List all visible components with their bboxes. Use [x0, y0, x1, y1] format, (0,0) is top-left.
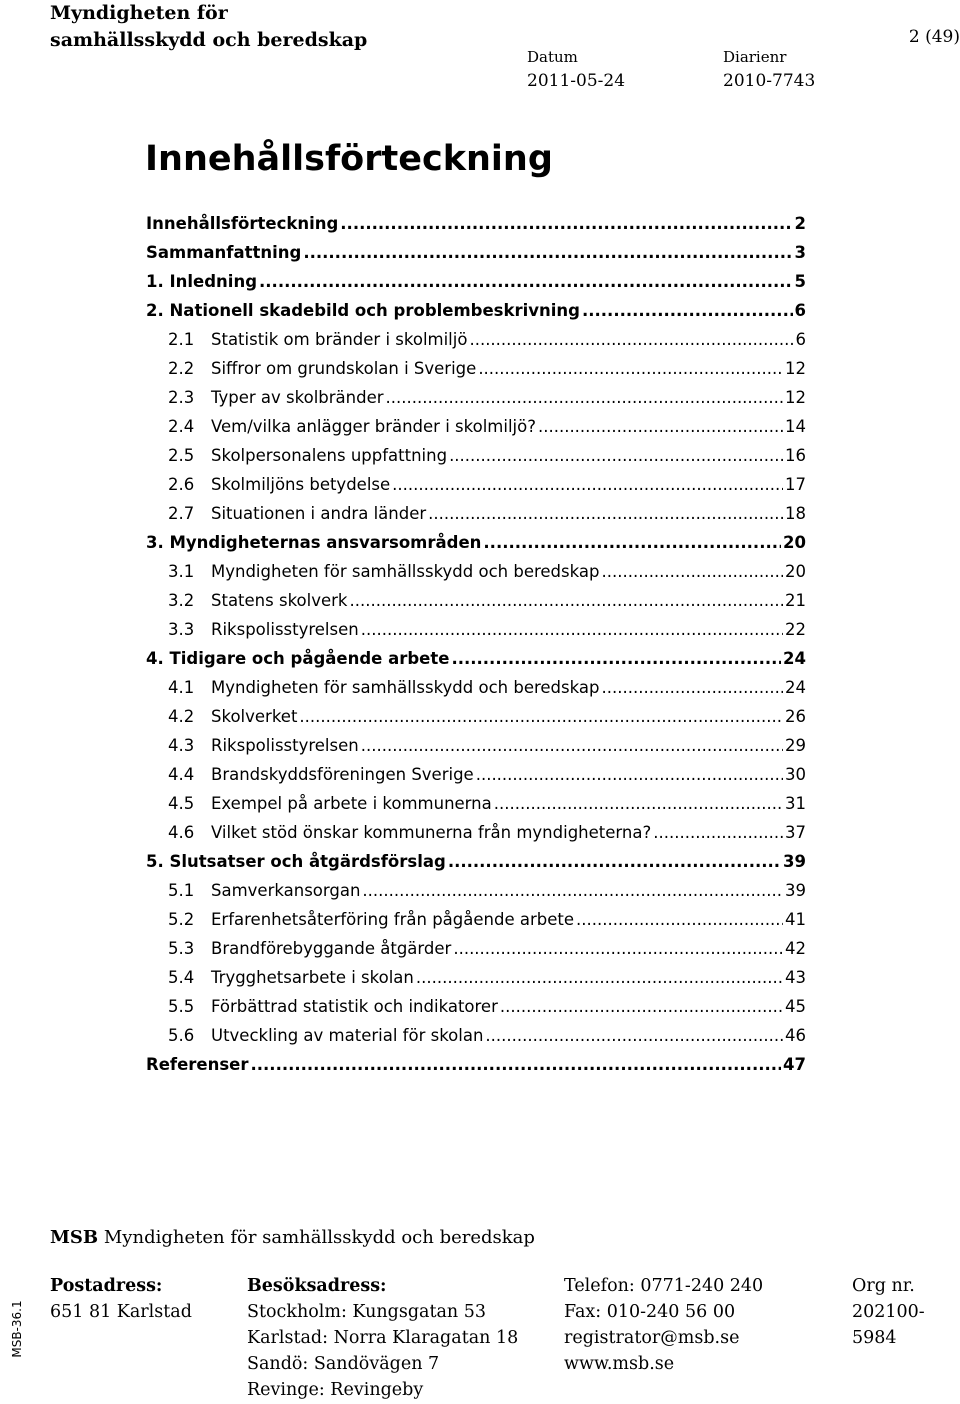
toc-dot-leader	[500, 994, 783, 1020]
toc-dot-leader	[428, 501, 783, 527]
toc-entry-title: Typer av skolbränder	[211, 388, 384, 407]
toc-entry[interactable]	[168, 994, 806, 1020]
toc-entry-title: Referenser	[146, 1055, 249, 1074]
toc-entry[interactable]	[146, 240, 806, 266]
toc-entry[interactable]	[168, 907, 806, 933]
footer-brand-name: Myndigheten för samhällsskydd och beredskap	[103, 1227, 535, 1248]
toc-entry-number: 4.5	[168, 794, 195, 813]
toc-dot-leader	[303, 240, 792, 266]
toc-entry-title: Brandskyddsföreningen Sverige	[211, 765, 474, 784]
toc-entry-page: 47	[783, 1055, 806, 1074]
toc-entry-page: 20	[785, 562, 806, 581]
toc-entry-number: 4.	[146, 649, 164, 668]
toc-entry-title: Rikspolisstyrelsen	[211, 620, 359, 639]
footer-postal-column	[50, 1273, 192, 1325]
toc-entry-title: Myndigheternas ansvarsområden	[169, 533, 482, 552]
toc-entry-number: 3.3	[168, 620, 195, 639]
toc-dot-leader	[251, 1052, 782, 1078]
diarienr-value: 2010-7743	[723, 71, 816, 91]
toc-entry-page: 26	[785, 707, 806, 726]
toc-entry-page: 46	[785, 1026, 806, 1045]
toc-dot-leader	[361, 733, 783, 759]
toc-entry[interactable]	[168, 733, 806, 759]
toc-entry-number: 4.1	[168, 678, 195, 697]
phone-line: Telefon: 0771-240 240	[564, 1276, 764, 1296]
toc-entry-title: Skolmiljöns betydelse	[211, 475, 391, 494]
toc-entry-number: 5.3	[168, 939, 195, 958]
toc-entry[interactable]	[168, 1023, 806, 1049]
toc-entry[interactable]	[168, 588, 806, 614]
toc-entry-number: 2.3	[168, 388, 195, 407]
toc-entry-title: Myndigheten för samhällsskydd och beredskap	[211, 678, 600, 697]
toc-dot-leader	[601, 675, 783, 701]
footer-visit-column	[247, 1273, 518, 1403]
diarienr-label: Diarienr	[723, 48, 787, 66]
toc-dot-leader	[476, 762, 783, 788]
toc-entry-page: 39	[783, 852, 806, 871]
toc-entry-page: 24	[785, 678, 806, 697]
toc-dot-leader	[259, 269, 793, 295]
toc-entry-number: 2.1	[168, 330, 195, 349]
toc-entry-page: 18	[785, 504, 806, 523]
toc-entry[interactable]	[146, 269, 806, 295]
toc-dot-leader	[469, 327, 793, 353]
toc-dot-leader	[653, 820, 783, 846]
date-label: Datum	[527, 48, 578, 66]
toc-entry-page: 24	[783, 649, 806, 668]
visit-line: Karlstad: Norra Klaragatan 18	[247, 1328, 519, 1348]
toc-entry[interactable]	[168, 472, 806, 498]
toc-entry-title: Situationen i andra länder	[211, 504, 427, 523]
toc-entry[interactable]	[168, 820, 806, 846]
toc-entry-title: Vem/vilka anlägger bränder i skolmiljö?	[211, 417, 536, 436]
toc-entry-number: 5.1	[168, 881, 195, 900]
toc-entry[interactable]	[168, 762, 806, 788]
side-code: MSB-36.1	[10, 1300, 24, 1358]
toc-entry-title: Förbättrad statistik och indikatorer	[211, 997, 498, 1016]
toc-entry[interactable]	[168, 501, 806, 527]
website-line: www.msb.se	[564, 1354, 675, 1374]
toc-dot-leader	[362, 878, 783, 904]
visit-line: Revinge: Revingeby	[247, 1380, 424, 1400]
toc-entry-title: Statistik om bränder i skolmiljö	[211, 330, 468, 349]
postal-line: 651 81 Karlstad	[50, 1302, 192, 1322]
toc-dot-leader	[361, 617, 783, 643]
toc-entry[interactable]	[168, 675, 806, 701]
toc-entry[interactable]	[168, 327, 806, 353]
toc-entry-title: Inledning	[169, 272, 258, 291]
toc-entry-page: 39	[785, 881, 806, 900]
org-number-line: 202100-	[852, 1302, 925, 1322]
toc-entry-title: Statens skolverk	[211, 591, 348, 610]
toc-entry-number: 4.2	[168, 707, 195, 726]
toc-entry-number: 2.5	[168, 446, 195, 465]
toc-entry[interactable]	[168, 414, 806, 440]
toc-entry[interactable]	[168, 965, 806, 991]
toc-entry-title: Trygghetsarbete i skolan	[211, 968, 414, 987]
agency-name-line2: samhällsskydd och beredskap	[50, 29, 368, 51]
toc-dot-leader	[416, 965, 783, 991]
toc-entry-number: 1.	[146, 272, 164, 291]
toc-dot-leader	[340, 211, 792, 237]
toc-dot-leader	[485, 1023, 783, 1049]
toc-entry-page: 12	[785, 359, 806, 378]
toc-entry-number: 4.6	[168, 823, 195, 842]
toc-entry-number: 2.4	[168, 417, 195, 436]
org-label: Org nr.	[852, 1276, 915, 1296]
toc-dot-leader	[449, 443, 783, 469]
toc-entry-page: 43	[785, 968, 806, 987]
toc-dot-leader	[386, 385, 783, 411]
toc-entry-title: Sammanfattning	[146, 243, 302, 262]
toc-entry[interactable]	[168, 617, 806, 643]
toc-dot-leader	[392, 472, 783, 498]
toc-entry-number: 5.2	[168, 910, 195, 929]
toc-entry-title: Slutsatser och åtgärdsförslag	[169, 852, 446, 871]
toc-entry-page: 42	[785, 939, 806, 958]
toc-dot-leader	[576, 907, 783, 933]
toc-dot-leader	[349, 588, 783, 614]
visit-line: Sandö: Sandövägen 7	[247, 1354, 440, 1374]
toc-entry[interactable]	[146, 1052, 806, 1078]
toc-entry-title: Erfarenhetsåterföring från pågående arbete	[211, 910, 574, 929]
toc-entry[interactable]	[168, 936, 806, 962]
toc-entry-number: 2.6	[168, 475, 195, 494]
agency-name	[50, 0, 367, 54]
toc-dot-leader	[448, 849, 781, 875]
toc-entry[interactable]	[146, 849, 806, 875]
date-value: 2011-05-24	[527, 71, 626, 91]
toc-entry-number: 5.4	[168, 968, 195, 987]
toc-entry-number: 2.7	[168, 504, 195, 523]
toc-dot-leader	[453, 936, 783, 962]
page-title: Innehållsförteckning	[145, 139, 553, 179]
toc-entry-number: 5.5	[168, 997, 195, 1016]
visit-line: Stockholm: Kungsgatan 53	[247, 1302, 487, 1322]
toc-entry-page: 12	[785, 388, 806, 407]
toc-dot-leader	[538, 414, 783, 440]
toc-entry-number: 3.2	[168, 591, 195, 610]
toc-entry[interactable]	[168, 704, 806, 730]
toc-entry[interactable]	[168, 559, 806, 585]
toc-entry-title: Samverkansorgan	[211, 881, 361, 900]
footer-brand-abbr: MSB	[50, 1227, 99, 1248]
toc-entry-page: 14	[785, 417, 806, 436]
toc-entry-title: Rikspolisstyrelsen	[211, 736, 359, 755]
toc-entry-title: Utveckling av material för skolan	[211, 1026, 484, 1045]
toc-entry-title: Skolpersonalens uppfattning	[211, 446, 448, 465]
toc-entry-number: 2.	[146, 301, 164, 320]
toc-entry-page: 41	[785, 910, 806, 929]
toc-entry[interactable]	[146, 298, 806, 324]
email-line: registrator@msb.se	[564, 1328, 740, 1348]
toc-entry-number: 2.2	[168, 359, 195, 378]
toc-entry-page: 6	[795, 330, 806, 349]
toc-entry-page: 29	[785, 736, 806, 755]
toc-entry-title: Myndigheten för samhällsskydd och beredskap	[211, 562, 600, 581]
toc-entry-number: 5.	[146, 852, 164, 871]
toc-entry-number: 5.6	[168, 1026, 195, 1045]
toc-entry-page: 30	[785, 765, 806, 784]
postal-label: Postadress:	[50, 1276, 163, 1296]
toc-entry-title: Vilket stöd önskar kommunerna från myndigheterna?	[211, 823, 652, 842]
org-number-line: 5984	[852, 1328, 897, 1348]
toc-entry-page: 2	[794, 214, 806, 233]
footer-brand	[50, 1226, 535, 1250]
footer-contact-column	[564, 1273, 763, 1377]
toc-entry-title: Exempel på arbete i kommunerna	[211, 794, 492, 813]
toc-dot-leader	[494, 791, 783, 817]
toc-entry-page: 22	[785, 620, 806, 639]
toc-entry-page: 21	[785, 591, 806, 610]
toc-entry[interactable]	[168, 443, 806, 469]
toc-entry-page: 20	[783, 533, 806, 552]
footer-org-column	[852, 1273, 925, 1351]
toc-entry-title: Innehållsförteckning	[146, 214, 339, 233]
toc-entry-page: 3	[794, 243, 806, 262]
toc-dot-leader	[483, 530, 781, 556]
page-number: 2 (49)	[908, 27, 960, 47]
toc-entry-page: 45	[785, 997, 806, 1016]
toc-entry[interactable]	[146, 211, 806, 237]
toc-entry-title: Brandförebyggande åtgärder	[211, 939, 452, 958]
toc-entry[interactable]	[168, 356, 806, 382]
toc-dot-leader	[299, 704, 783, 730]
toc-entry-page: 31	[785, 794, 806, 813]
toc-dot-leader	[582, 298, 793, 324]
toc-dot-leader	[478, 356, 783, 382]
toc-entry-title: Tidigare och pågående arbete	[169, 649, 450, 668]
agency-name-line1: Myndigheten för	[50, 2, 228, 24]
toc-dot-leader	[451, 646, 781, 672]
toc-entry[interactable]	[146, 646, 806, 672]
fax-line: Fax: 010-240 56 00	[564, 1302, 736, 1322]
toc-entry-number: 3.	[146, 533, 164, 552]
visit-label: Besöksadress:	[247, 1276, 387, 1296]
toc-entry-title: Skolverket	[211, 707, 298, 726]
toc-entry-title: Nationell skadebild och problembeskrivning	[169, 301, 580, 320]
toc-dot-leader	[601, 559, 783, 585]
toc-entry-page: 6	[794, 301, 806, 320]
toc-entry-page: 5	[794, 272, 806, 291]
toc-entry-page: 37	[785, 823, 806, 842]
toc-entry-title: Siffror om grundskolan i Sverige	[211, 359, 477, 378]
toc-entry-number: 3.1	[168, 562, 195, 581]
toc-entry-number: 4.3	[168, 736, 195, 755]
toc-entry-number: 4.4	[168, 765, 195, 784]
toc-entry[interactable]	[168, 878, 806, 904]
toc-entry[interactable]	[168, 791, 806, 817]
toc-entry[interactable]	[146, 530, 806, 556]
toc-entry-page: 17	[785, 475, 806, 494]
toc-entry-page: 16	[785, 446, 806, 465]
toc-entry[interactable]	[168, 385, 806, 411]
